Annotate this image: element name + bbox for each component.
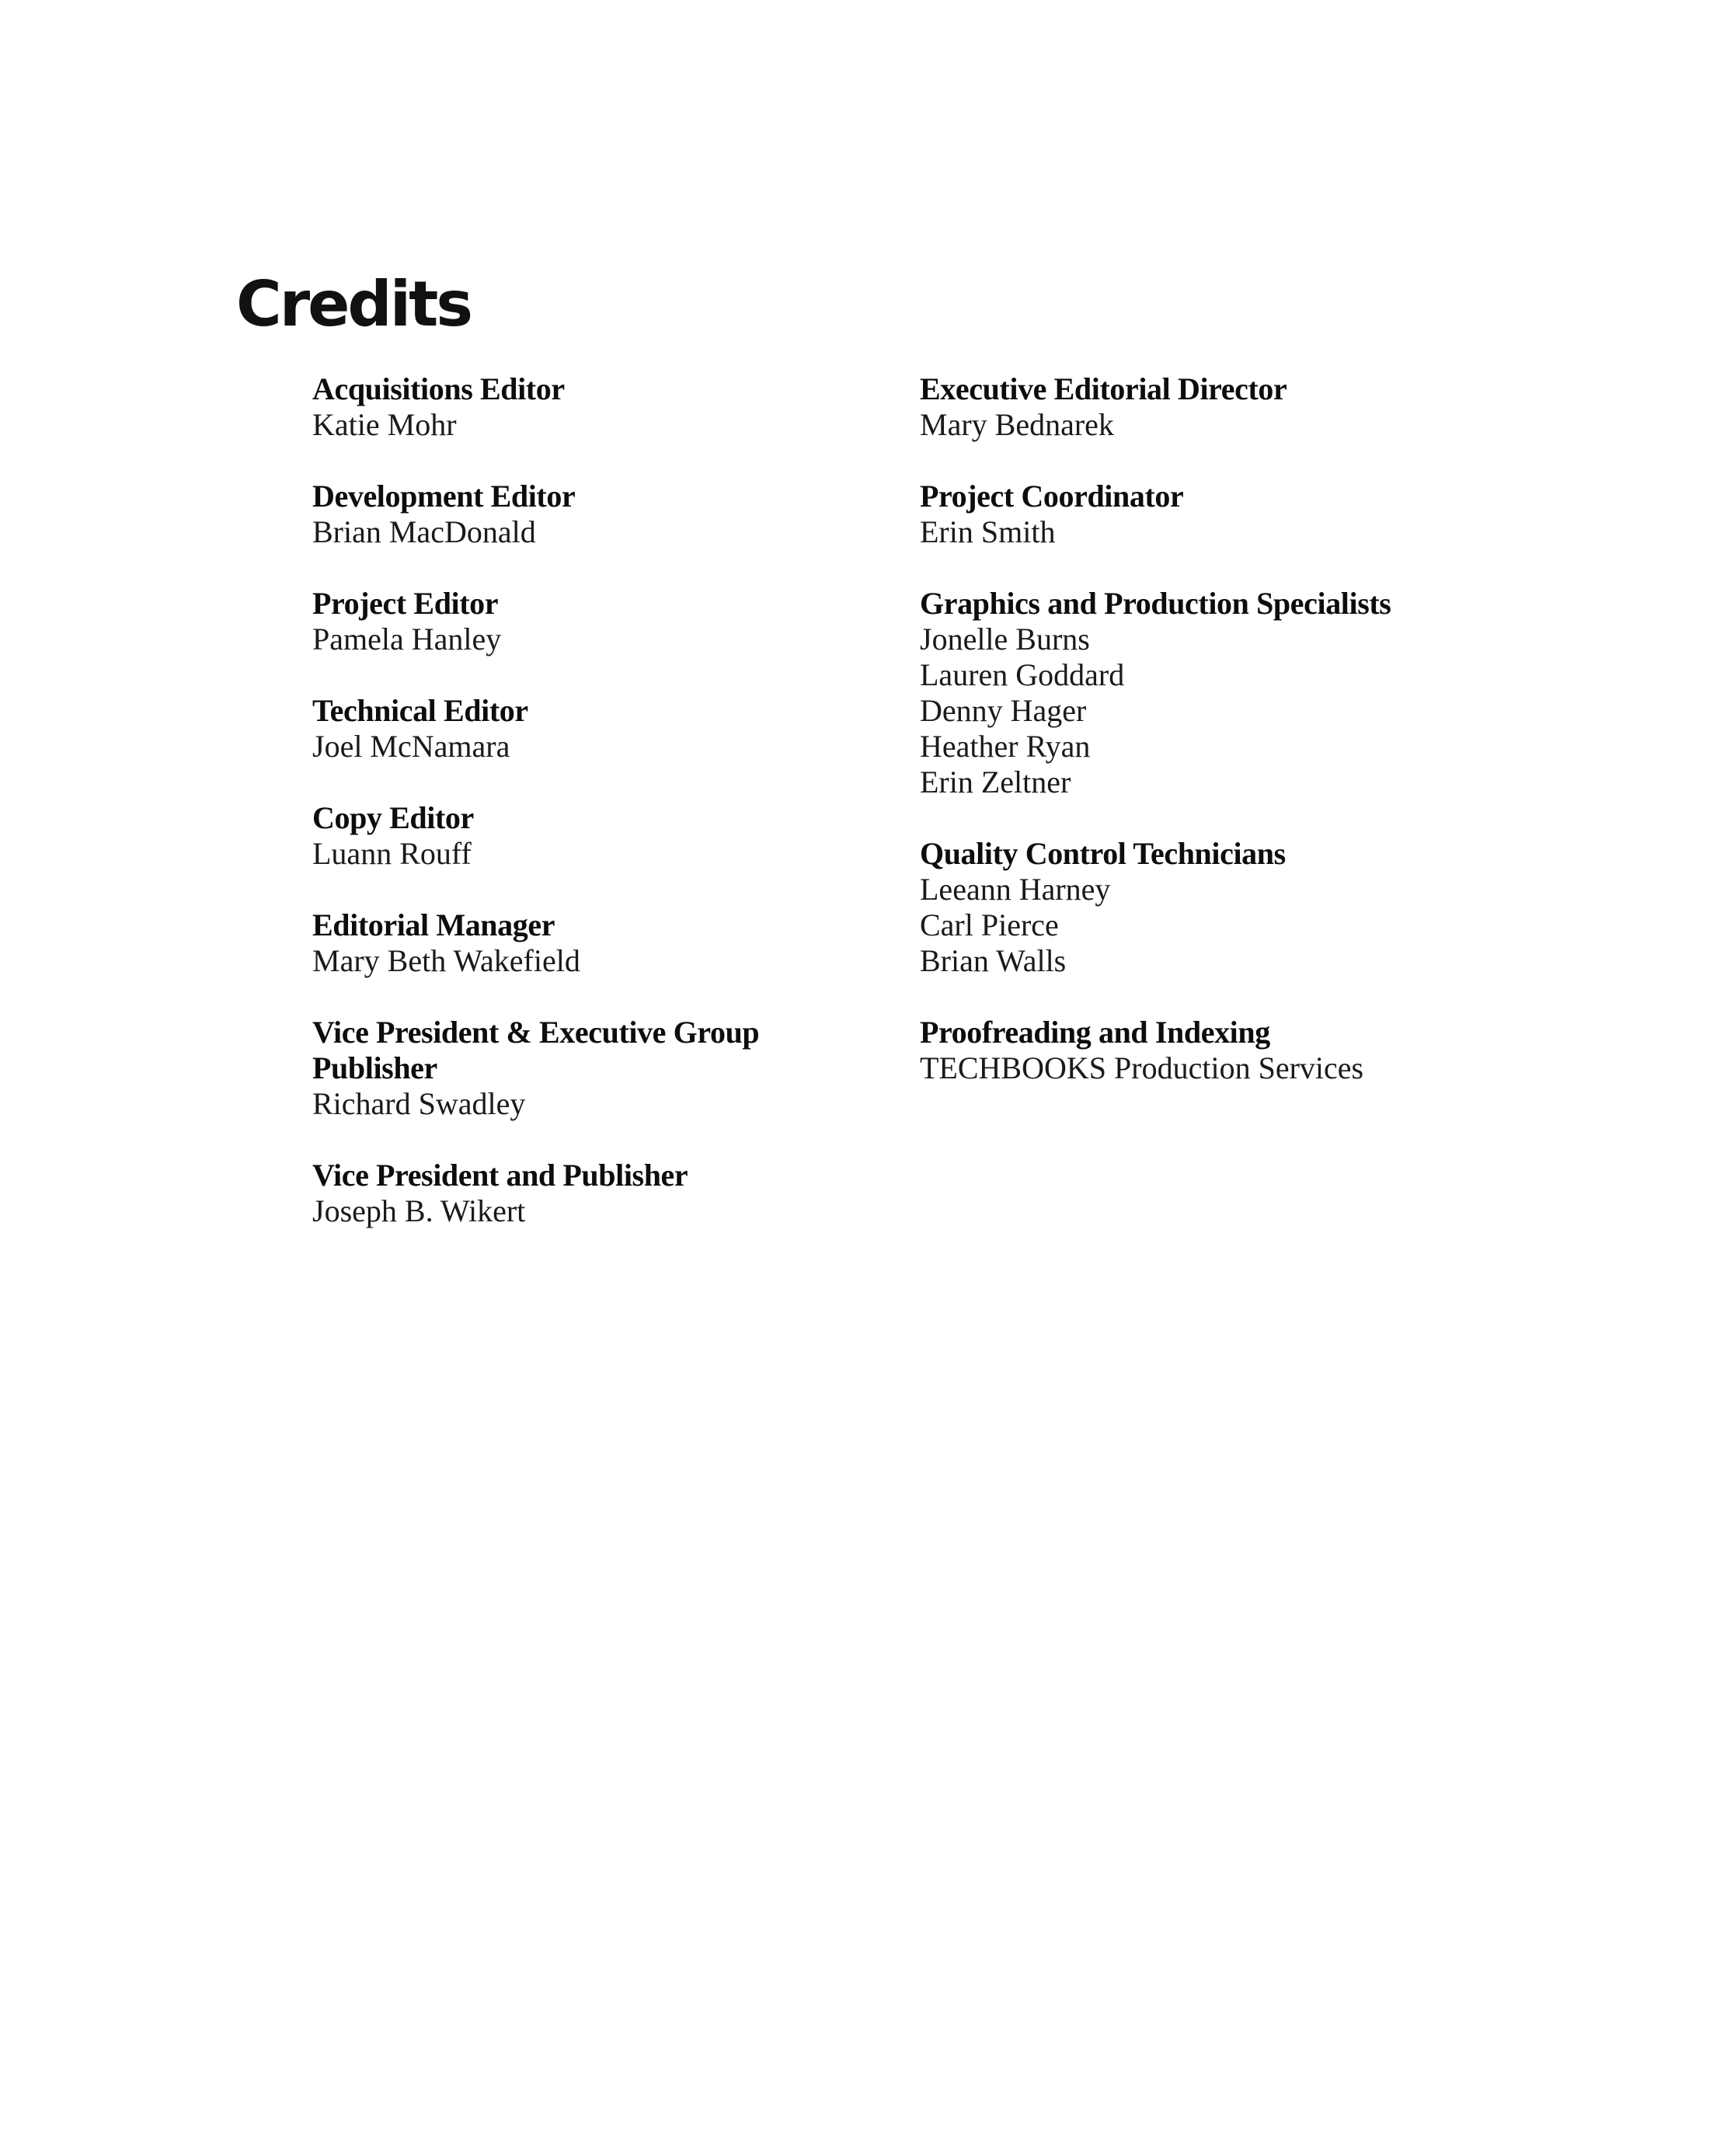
credit-acquisitions-editor bbox=[312, 371, 810, 443]
credit-name: Lauren Goddard bbox=[920, 657, 1125, 692]
credit-name: Jonelle Burns bbox=[920, 622, 1090, 657]
credit-name: Luann Rouff bbox=[312, 836, 472, 871]
credit-quality-control-technicians bbox=[920, 836, 1666, 979]
credit-role-line-2: Publisher bbox=[312, 1050, 437, 1085]
credits-left-column bbox=[312, 371, 810, 1265]
credit-role: Technical Editor bbox=[312, 693, 528, 728]
credit-name: Erin Zeltner bbox=[920, 765, 1071, 799]
credit-editorial-manager bbox=[312, 907, 810, 979]
credit-name: Heather Ryan bbox=[920, 729, 1091, 764]
credit-vp-executive-group-publisher bbox=[312, 1015, 810, 1122]
credit-name: Joseph B. Wikert bbox=[312, 1193, 526, 1228]
credit-role-line-1: Vice President & Executive Group bbox=[312, 1015, 760, 1050]
credit-graphics-production-specialists bbox=[920, 586, 1666, 800]
credit-role: Executive Editorial Director bbox=[920, 371, 1287, 406]
credit-project-coordinator bbox=[920, 479, 1666, 550]
credit-role: Graphics and Production Specialists bbox=[920, 586, 1391, 621]
credit-copy-editor bbox=[312, 800, 810, 872]
credit-technical-editor bbox=[312, 693, 810, 765]
credit-role: Vice President and Publisher bbox=[312, 1158, 688, 1193]
credit-name: Richard Swadley bbox=[312, 1086, 526, 1121]
credit-role: Development Editor bbox=[312, 479, 576, 514]
credit-name: Brian MacDonald bbox=[312, 514, 536, 549]
credit-name: TECHBOOKS Production Services bbox=[920, 1050, 1364, 1085]
credit-name: Mary Beth Wakefield bbox=[312, 943, 580, 978]
credit-role: Acquisitions Editor bbox=[312, 371, 565, 406]
credit-name: Pamela Hanley bbox=[312, 622, 502, 657]
credit-name: Mary Bednarek bbox=[920, 407, 1114, 442]
credit-role: Copy Editor bbox=[312, 800, 474, 835]
credit-role: Project Coordinator bbox=[920, 479, 1184, 514]
credit-name: Brian Walls bbox=[920, 943, 1067, 978]
credit-development-editor bbox=[312, 479, 810, 550]
credit-vp-publisher bbox=[312, 1158, 810, 1229]
credit-name: Katie Mohr bbox=[312, 407, 457, 442]
credit-role: Editorial Manager bbox=[312, 907, 555, 942]
credit-name: Denny Hager bbox=[920, 693, 1087, 728]
credits-right-column bbox=[920, 371, 1666, 1122]
credit-role: Project Editor bbox=[312, 586, 499, 621]
credit-project-editor bbox=[312, 586, 810, 657]
credit-proofreading-indexing bbox=[920, 1015, 1666, 1086]
credit-role: Quality Control Technicians bbox=[920, 836, 1286, 871]
credit-executive-editorial-director bbox=[920, 371, 1666, 443]
credit-role: Proofreading and Indexing bbox=[920, 1015, 1270, 1050]
credit-name: Leeann Harney bbox=[920, 872, 1111, 907]
page-title: Credits bbox=[236, 268, 471, 340]
credit-name: Carl Pierce bbox=[920, 907, 1059, 942]
credit-name: Joel McNamara bbox=[312, 729, 510, 764]
credit-name: Erin Smith bbox=[920, 514, 1056, 549]
